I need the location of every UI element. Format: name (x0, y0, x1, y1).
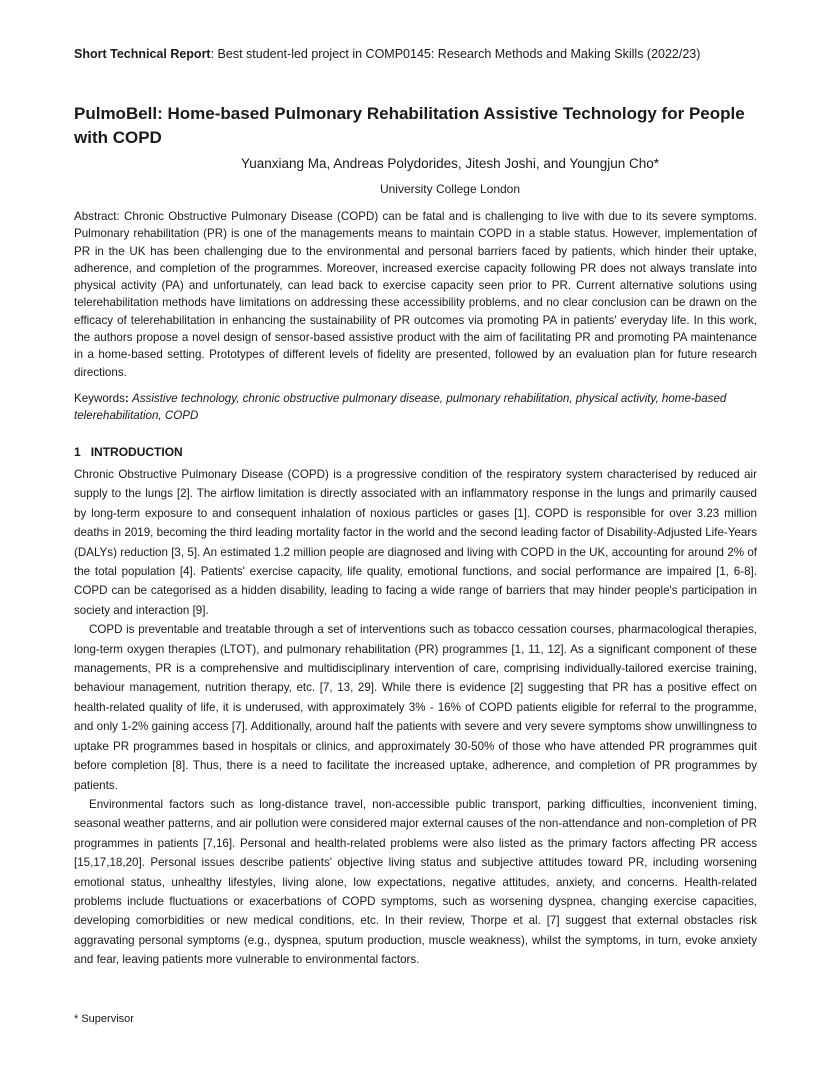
section-heading (74, 444, 183, 461)
report-type-label: Short Technical Report (74, 47, 211, 61)
keywords-label: Keywords (74, 392, 125, 405)
footnote: * Supervisor (74, 1013, 134, 1025)
section-body (74, 465, 757, 970)
keywords-list: Assistive technology, chronic obstructive pulmonary disease, pulmonary rehabilitation, physical activity, home-based telerehabilitation, COPD (74, 392, 727, 423)
section-title: INTRODUCTION (90, 445, 183, 459)
report-header (74, 46, 700, 62)
paragraph: Environmental factors such as long-distance travel, non-accessible public transport, parking difficulties, inconvenient timing, seasonal weather patterns, and air pollution were considered major external causes of the non-attendance and non-completion of PR programmes in patients [7,16]. Personal and health-related problems were also listed as the primary factors affecting PR access [15,17,18,20]. Personal issues describe patients' objective living status and subjective attitudes toward PR, including worsening emotional status, unhealthy lifestyles, living alone, low expectations, negative attitudes, anxiety, and concerns. Health-related problems include fluctuations or exacerbations of COPD symptoms, such as worsening dyspnea, changing exercise capacities, developing comorbidities or new medical conditions, etc. In their review, Thorpe et al. [7] suggest that external obstacles risk aggravating personal symptoms (e.g., dyspnea, sputum production, muscle weakness), whilst the symptoms, in turn, evoke anxiety and fear, leaving patients more vulnerable to environmental factors. (74, 797, 757, 967)
report-header-text: : Best student-led project in COMP0145: Research Methods and Making Skills (2022/23) (210, 47, 701, 61)
section-number: 1 (74, 445, 81, 459)
abstract: Abstract: Chronic Obstructive Pulmonary Disease (COPD) can be fatal and is challenging to live with due to its severe symptoms. Pulmonary rehabilitation (PR) is one of the managements means to maintain COPD in a stable status. However, implementation of PR in the UK has been challenging due to the environmental and personal barriers faced by patients, which hinder their uptake, adherence, and completion of the programmes. Moreover, increased exercise capacity following PR does not always translate into physical activity (PA) and unfortunately, can lead back to exercise capacity seen prior to PR. Current alternative solutions using telerehabilitation methods have limitations on addressing these accessibility problems, and no clear conclusion can be drawn on the efficacy of telerehabilitation in enhancing the sustainability of PR outcomes via promoting PA in patients' everyday life. In this work, the authors propose a novel design of sensor-based assistive product with the aim of facilitating PR and promoting PA maintenance in a home-based setting. Prototypes of different levels of fidelity are presented, followed by an evaluation plan for future research directions. (74, 210, 757, 379)
paper-title: PulmoBell: Home-based Pulmonary Rehabilitation Assistive Technology for People with COPD (74, 104, 745, 147)
keywords (74, 390, 757, 425)
keywords-colon: : (124, 392, 132, 405)
paragraph: Chronic Obstructive Pulmonary Disease (COPD) is a progressive condition of the respiratory system characterised by reduced air supply to the lungs [2]. The airflow limitation is directly associated with an inflammatory response in the lungs and primarily caused by long-term exposure to and consequent inhalation of noxious particles or gases [1]. COPD is responsible for over 3.23 million deaths in 2019, becoming the third leading mortality factor in the world and the second leading factor of Disability-Adjusted Life-Years (DALYs) reduction [3, 5]. An estimated 1.2 million people are diagnosed and living with COPD in the UK, accounting for around 2% of the total population [4]. Patients' exercise capacity, life quality, emotional functions, and social performance are impaired [1, 6-8]. COPD can be categorised as a hidden disability, leading to facing a wide range of barriers that may hinder people's participation in society and interaction [9]. (74, 468, 757, 617)
affiliation: University College London (379, 182, 521, 196)
paragraph: COPD is preventable and treatable through a set of interventions such as tobacco cessation courses, pharmacological therapies, long-term oxygen therapies (LTOT), and pulmonary rehabilitation (PR) programmes [1, 11, 12]. As a significant component of these managements, PR is a comprehensive and multidisciplinary intervention of care, comprising individually-tailored exercise training, behaviour management, nutrition therapy, etc. [7, 13, 29]. While there is evidence [2] suggesting that PR has a positive effect on health-related quality of life, it is underused, with approximately 3% - 16% of COPD patients eligible for referral to the programme, and only 1-2% gaining access [7]. Additionally, around half the patients with severe and very severe symptoms show unwillingness to uptake PR programmes based in hospitals or clinics, and approximately 30-50% of those who have attended PR programmes quit before completion [8]. Thus, there is a need to facilitate the increased uptake, adherence, and completion of PR programmes by patients. (74, 623, 757, 792)
author-list: Yuanxiang Ma, Andreas Polydorides, Jitesh Joshi, and Youngjun Cho* (240, 156, 660, 171)
